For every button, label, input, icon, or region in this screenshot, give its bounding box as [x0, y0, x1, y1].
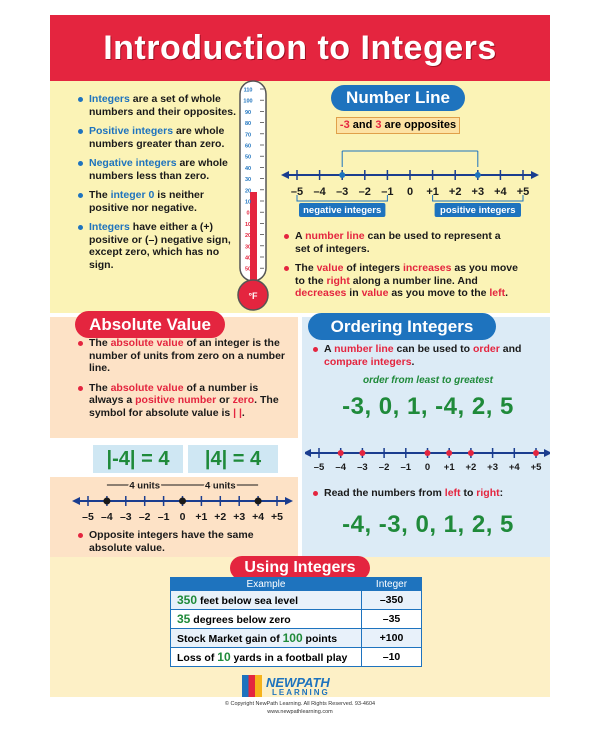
point-marker: [533, 450, 539, 456]
bullet-item: The absolute value of a number is always a positive number or zero. The symbol for absolute value is | |.: [77, 382, 287, 420]
tick-label: –1: [157, 511, 170, 523]
table-row: [171, 610, 422, 629]
point-marker: [425, 450, 431, 456]
abs-example-neg: |-4| = 4: [93, 445, 183, 473]
col-example: Example: [171, 578, 362, 591]
point-marker: [446, 450, 452, 456]
tick-label: +4: [508, 462, 520, 473]
thermo-tick-label: 50: [244, 154, 252, 161]
brand-logo: [242, 675, 362, 699]
example-cell: 350 feet below sea level: [171, 591, 362, 610]
tick-label: –4: [335, 462, 346, 473]
tick-label: +3: [233, 511, 246, 523]
ordering-number-line: [305, 439, 550, 479]
point-marker: [338, 450, 344, 456]
table-row: [171, 591, 422, 610]
point-marker: [339, 172, 345, 178]
table-row: [171, 648, 422, 667]
tick-label: –2: [138, 511, 151, 523]
logo-icon: [242, 675, 262, 697]
tick-label: –2: [378, 462, 390, 473]
thermo-tick-label: 20: [244, 188, 252, 195]
tick-label: +5: [530, 462, 542, 473]
tick-label: –3: [336, 186, 349, 198]
negative-integers-text: negative integers: [303, 205, 382, 216]
tick-label: +3: [487, 462, 499, 473]
using-integers-table: [170, 577, 422, 667]
absolute-value-heading: Absolute Value: [75, 311, 225, 338]
tick-label: +4: [252, 511, 265, 523]
integer-cell: +100: [362, 629, 422, 648]
point-marker: [468, 450, 474, 456]
table-row: [171, 629, 422, 648]
number-line-bullets: [283, 230, 518, 307]
arrow-left-icon: [72, 497, 80, 505]
positive-integers-text: positive integers: [440, 205, 516, 216]
thermo-tick-label: 30: [244, 177, 252, 184]
integer-cell: –10: [362, 648, 422, 667]
point-marker: [475, 172, 481, 178]
col-integer: Integer: [362, 578, 422, 591]
number-line-heading: Number Line: [331, 85, 465, 111]
arrow-right-icon: [285, 497, 293, 505]
tick-label: –1: [381, 186, 394, 198]
arrow-left-icon: [281, 171, 289, 179]
point-marker: [359, 450, 365, 456]
opposites-label: -3 and 3 are opposites: [336, 117, 460, 134]
bullet-item: The integer 0 is neither positive nor negative.: [77, 189, 245, 214]
thermo-tick-label: 0: [246, 210, 250, 217]
distance-label: 4 units: [129, 480, 161, 492]
order-label: order from least to greatest: [362, 375, 494, 386]
opposite-note: Opposite integers have the same absolute value.: [77, 529, 287, 554]
bullet-item: Negative integers are whole numbers less than zero.: [77, 157, 245, 182]
tick-label: +1: [195, 511, 208, 523]
tick-label: –5: [290, 186, 304, 198]
tick-label: –4: [313, 186, 326, 198]
brand-top: NEWPATH: [266, 675, 330, 690]
tick-label: +1: [426, 186, 439, 198]
unordered-sequence: -3, 0, 1, -4, 2, 5: [342, 393, 514, 420]
using-heading: Using Integers: [230, 556, 370, 580]
bullet-item: Positive integers are whole numbers greater than zero.: [77, 125, 245, 150]
brand-bottom: LEARNING: [272, 688, 330, 697]
bullet-item: Read the numbers from left to right:: [312, 487, 542, 500]
poster: [50, 15, 550, 718]
tick-label: 0: [424, 462, 431, 473]
page-title: Introduction to Integers: [103, 29, 497, 67]
tick-label: –3: [357, 462, 368, 473]
abs-example-pos: |4| = 4: [188, 445, 278, 473]
thermo-tick-label: 70: [244, 132, 252, 139]
positive-integers-label: [435, 203, 521, 217]
tick-label: +5: [271, 511, 283, 523]
thermo-tick-label: 90: [244, 109, 252, 116]
distance-label: 4 units: [204, 480, 236, 492]
thermometer-icon: [234, 77, 274, 317]
tick-label: +2: [448, 186, 462, 198]
example-cell: Stock Market gain of 100 points: [171, 629, 362, 648]
tick-label: +1: [443, 462, 455, 473]
thermo-tick-label: 20: [244, 233, 252, 240]
tick-label: +2: [214, 511, 227, 523]
point-marker: [103, 498, 110, 505]
website-url: www.newpathlearning.com: [267, 709, 333, 715]
ordering-bullets: [312, 343, 537, 375]
thermo-tick-label: 100: [243, 98, 253, 105]
bullet-item: The absolute value of an integer is the number of units from zero on a number line.: [77, 337, 287, 375]
tick-label: –2: [358, 186, 371, 198]
tick-label: –1: [400, 462, 412, 473]
thermo-tick-label: 40: [244, 255, 252, 262]
ordering-heading: Ordering Integers: [308, 313, 496, 340]
zero-marker: [179, 498, 186, 505]
absolute-value-number-line: [70, 473, 295, 525]
absolute-value-bullets: [77, 337, 287, 426]
arrow-right-icon: [531, 171, 539, 179]
tick-label: –4: [101, 511, 113, 523]
ordered-sequence: -4, -3, 0, 1, 2, 5: [342, 511, 514, 538]
intro-bullets: [77, 93, 245, 278]
bullet-item: Integers are a set of whole numbers and their opposites.: [77, 93, 245, 118]
tick-label: +3: [471, 186, 485, 198]
bullet-item: A number line can be used to represent a set of integers.: [283, 230, 518, 255]
thermo-tick-label: 50: [244, 266, 252, 273]
tick-label: +4: [494, 186, 507, 198]
bullet-item: A number line can be used to order and compare integers.: [312, 343, 537, 368]
divider: [298, 315, 302, 577]
tick-label: 0: [179, 511, 186, 523]
example-cell: 35 degrees below zero: [171, 610, 362, 629]
thermo-tick-label: 10: [244, 221, 252, 228]
point-marker: [255, 498, 262, 505]
thermo-tick-label: 40: [244, 165, 252, 172]
header-banner: [50, 15, 550, 81]
integer-cell: –350: [362, 591, 422, 610]
tick-label: +5: [516, 186, 530, 198]
bullet-item: Integers have either a (+) positive or (–) negative sign, except zero, which has no sign.: [77, 221, 245, 271]
bullet-item: The value of integers increases as you move to the right along a number line. And decreases in value as you move to the left.: [283, 262, 518, 300]
negative-integers-label: [299, 203, 385, 217]
thermo-tick-label: 60: [244, 143, 252, 150]
example-cell: Loss of 10 yards in a football play: [171, 648, 362, 667]
thermo-tick-label: 110: [243, 87, 253, 94]
tick-label: 0: [406, 186, 414, 198]
arrow-right-icon: [544, 449, 550, 457]
integer-cell: –35: [362, 610, 422, 629]
ordering-read-bullet: [312, 487, 542, 507]
thermo-tick-label: 10: [244, 199, 252, 206]
number-line: [275, 133, 545, 243]
tick-label: +2: [465, 462, 477, 473]
thermo-tick-label: 80: [244, 121, 252, 128]
thermometer-unit: °F: [248, 291, 258, 301]
tick-label: –3: [119, 511, 132, 523]
copyright: © Copyright NewPath Learning. All Rights Reserved. 93-4604: [224, 701, 376, 707]
tick-label: –5: [82, 511, 94, 523]
tick-label: –5: [313, 462, 325, 473]
thermo-tick-label: 30: [244, 244, 252, 251]
arrow-left-icon: [305, 449, 311, 457]
